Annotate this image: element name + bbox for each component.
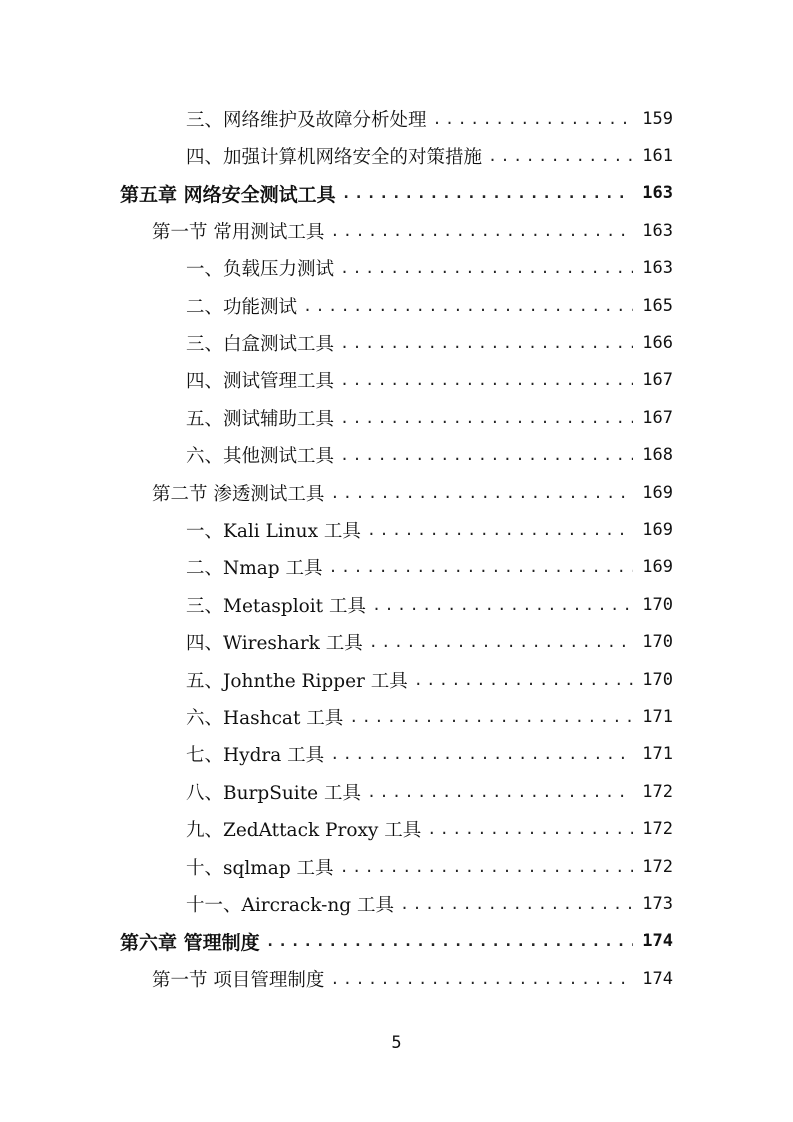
- toc-entry[interactable]: [0, 362, 793, 399]
- page-number: 5: [391, 1033, 402, 1053]
- toc-entry-page: 169: [642, 482, 673, 503]
- dot-leader: [367, 783, 633, 801]
- dot-leader: [340, 334, 633, 352]
- toc-entry-title: 五、测试辅助工具: [186, 408, 335, 430]
- toc-entry-title: 七、Hydra 工具: [186, 745, 325, 767]
- toc-entry-title: 第六章 管理制度: [120, 931, 260, 954]
- toc-entry-title: 四、测试管理工具: [186, 371, 335, 393]
- toc-section[interactable]: [0, 474, 793, 511]
- toc-entry-page: 163: [642, 220, 673, 241]
- toc-section[interactable]: [0, 960, 793, 997]
- toc-entry[interactable]: [0, 885, 793, 922]
- toc-entry-page: 169: [642, 519, 673, 540]
- toc-entry[interactable]: [0, 287, 793, 324]
- toc-entry-page: 174: [642, 931, 673, 952]
- toc-entry-title: 三、Metasploit 工具: [186, 595, 366, 617]
- toc-entry-page: 171: [642, 744, 673, 765]
- dot-leader: [340, 858, 633, 876]
- toc-entry[interactable]: [0, 586, 793, 623]
- toc-entry-page: 167: [642, 407, 673, 428]
- dot-leader: [488, 147, 633, 165]
- toc-entry[interactable]: [0, 623, 793, 660]
- toc-entry-page: 171: [642, 706, 673, 727]
- dot-leader: [342, 184, 633, 202]
- toc-entry-title: 六、其他测试工具: [186, 446, 335, 468]
- toc-entry-title: 八、BurpSuite 工具: [186, 782, 361, 804]
- toc-entry-page: 163: [642, 183, 673, 204]
- toc-entry[interactable]: [0, 549, 793, 586]
- dot-leader: [340, 446, 633, 464]
- toc-entry-page: 163: [642, 258, 673, 279]
- toc-entry-title: 四、加强计算机网络安全的对策措施: [186, 147, 483, 169]
- toc-entry-title: 三、白盒测试工具: [186, 334, 335, 356]
- toc-entry[interactable]: [0, 137, 793, 174]
- toc-entry[interactable]: [0, 661, 793, 698]
- dot-leader: [367, 521, 633, 539]
- toc-entry-title: 二、Nmap 工具: [186, 558, 323, 580]
- toc-entry-page: 173: [642, 893, 673, 914]
- toc-entry[interactable]: [0, 698, 793, 735]
- toc-entry-page: 165: [642, 295, 673, 316]
- dot-leader: [328, 558, 633, 576]
- toc-entry[interactable]: [0, 511, 793, 548]
- dot-leader: [372, 596, 633, 614]
- toc-entry-page: 170: [642, 632, 673, 653]
- toc-entry-title: 第一节 常用测试工具: [152, 221, 325, 243]
- toc-entry-page: 167: [642, 370, 673, 391]
- toc-entry-page: 172: [642, 819, 673, 840]
- dot-leader: [349, 708, 633, 726]
- toc-entry-page: 174: [642, 968, 673, 989]
- toc-entry-title: 九、ZedAttack Proxy 工具: [186, 820, 422, 842]
- toc-entry-page: 166: [642, 333, 673, 354]
- dot-leader: [330, 745, 633, 763]
- toc-entry-page: 169: [642, 557, 673, 578]
- toc-entry-page: 161: [642, 146, 673, 167]
- dot-leader: [340, 259, 633, 277]
- toc-entry[interactable]: [0, 773, 793, 810]
- toc-entry[interactable]: [0, 848, 793, 885]
- toc-entry-title: 第二节 渗透测试工具: [152, 483, 325, 505]
- toc-entry-title: 四、Wireshark 工具: [186, 633, 363, 655]
- dot-leader: [427, 820, 633, 838]
- dot-leader: [369, 633, 633, 651]
- toc-entry-title: 五、Johnthe Ripper 工具: [186, 670, 408, 692]
- toc-entry-title: 第五章 网络安全测试工具: [120, 183, 336, 206]
- dot-leader: [400, 895, 633, 913]
- toc-entry-title: 十、sqlmap 工具: [186, 857, 334, 879]
- table-of-contents: [0, 100, 793, 997]
- dot-leader: [340, 371, 633, 389]
- toc-entry-page: 168: [642, 445, 673, 466]
- toc-entry-page: 170: [642, 669, 673, 690]
- toc-entry-title: 六、Hashcat 工具: [186, 707, 344, 729]
- toc-entry[interactable]: [0, 810, 793, 847]
- toc-entry-page: 172: [642, 781, 673, 802]
- toc-entry-page: 159: [642, 108, 673, 129]
- dot-leader: [340, 409, 633, 427]
- dot-leader: [266, 932, 633, 950]
- toc-chapter[interactable]: [0, 923, 793, 960]
- toc-entry[interactable]: [0, 324, 793, 361]
- dot-leader: [330, 222, 633, 240]
- dot-leader: [330, 484, 633, 502]
- toc-entry-page: 170: [642, 594, 673, 615]
- toc-entry-title: 一、Kali Linux 工具: [186, 520, 361, 542]
- toc-entry-page: 172: [642, 856, 673, 877]
- dot-leader: [433, 110, 633, 128]
- toc-entry[interactable]: [0, 250, 793, 287]
- toc-entry-title: 十一、Aircrack-ng 工具: [186, 894, 394, 916]
- toc-entry[interactable]: [0, 100, 793, 137]
- toc-entry[interactable]: [0, 437, 793, 474]
- toc-entry-title: 一、负载压力测试: [186, 259, 335, 281]
- dot-leader: [330, 970, 633, 988]
- toc-entry-title: 第一节 项目管理制度: [152, 969, 325, 991]
- toc-entry[interactable]: [0, 399, 793, 436]
- toc-entry[interactable]: [0, 736, 793, 773]
- toc-section[interactable]: [0, 212, 793, 249]
- dot-leader: [414, 671, 633, 689]
- toc-entry-title: 三、网络维护及故障分析处理: [186, 109, 427, 131]
- dot-leader: [303, 297, 633, 315]
- toc-chapter[interactable]: [0, 175, 793, 212]
- toc-entry-title: 二、功能测试: [186, 296, 298, 318]
